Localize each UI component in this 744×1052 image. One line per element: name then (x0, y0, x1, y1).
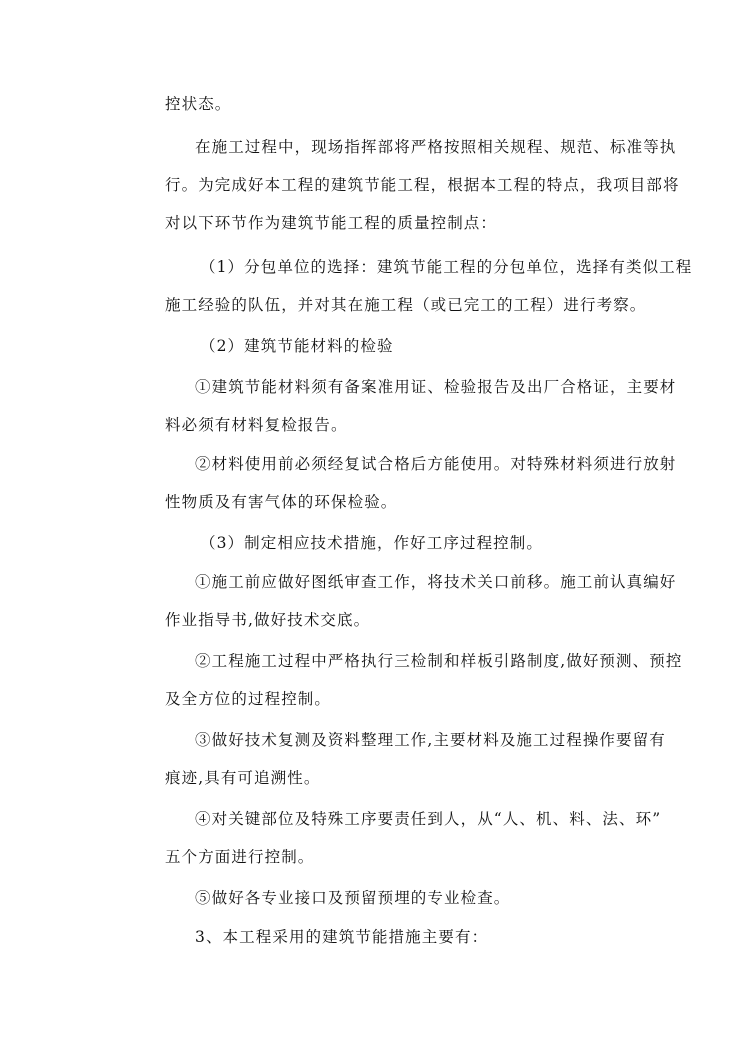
paragraph-line: 料必须有材料复检报告。 (165, 416, 348, 434)
paragraph-line: ②工程施工过程中严格执行三检制和样板引路制度,做好预测、预控 (195, 652, 683, 670)
paragraph-line: （1）分包单位的选择：建筑节能工程的分包单位，选择有类似工程 (200, 258, 693, 276)
paragraph-line: 痕迹,具有可追溯性。 (165, 769, 321, 787)
paragraph-line: 行。为完成好本工程的建筑节能工程，根据本工程的特点，我项目部将 (165, 176, 680, 194)
paragraph-line: ①建筑节能材料须有备案准用证、检验报告及出厂合格证，主要材 (195, 378, 677, 396)
paragraph-line: 及全方位的过程控制。 (165, 690, 332, 708)
paragraph-line: 作业指导书,做好技术交底。 (165, 611, 371, 629)
section-heading: （2）建筑节能材料的检验 (200, 337, 394, 355)
paragraph-line: 性物质及有害气体的环保检验。 (165, 493, 398, 511)
paragraph-line: 五个方面进行控制。 (165, 848, 315, 866)
paragraph-line: 对以下环节作为建筑节能工程的质量控制点： (165, 214, 498, 232)
paragraph-line: ⑤做好各专业接口及预留预埋的专业检查。 (195, 889, 511, 907)
paragraph-line: ③做好技术复测及资料整理工作,主要材料及施工过程操作要留有 (195, 731, 666, 749)
paragraph-line: ①施工前应做好图纸审查工作，将技术关口前移。施工前认真编好 (195, 573, 677, 591)
paragraph-line: ④对关键部位及特殊工序要责任到人，从“人、机、料、法、环” (195, 810, 662, 828)
section-heading: （3）制定相应技术措施，作好工序过程控制。 (200, 534, 543, 552)
paragraph-line: 控状态。 (165, 95, 232, 113)
paragraph-line: 在施工过程中，现场指挥部将严格按照相关规程、规范、标准等执 (195, 138, 677, 156)
paragraph-line: ②材料使用前必须经复试合格后方能使用。对特殊材料须进行放射 (195, 455, 677, 473)
paragraph-line: 施工经验的队伍，并对其在施工程（或已完工的工程）进行考察。 (165, 296, 647, 314)
section-heading: 3、本工程采用的建筑节能措施主要有： (195, 928, 489, 946)
